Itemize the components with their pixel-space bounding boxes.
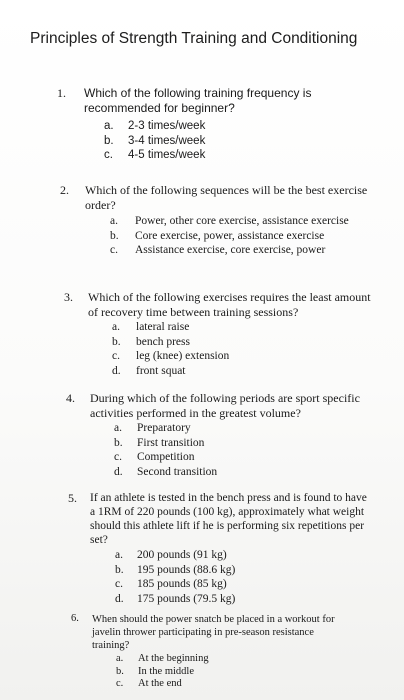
option-text: In the middle <box>138 665 194 677</box>
option-letter: b. <box>110 229 119 242</box>
option-list <box>114 421 314 479</box>
option-d[interactable] <box>112 364 312 379</box>
option-c[interactable] <box>115 577 315 592</box>
page-title: Principles of Strength Training and Conditioning <box>30 30 358 47</box>
option-b[interactable] <box>104 134 304 149</box>
option-letter: c. <box>110 244 118 256</box>
option-letter: b. <box>104 134 114 147</box>
option-list <box>110 214 370 258</box>
question-text: Which of the following training frequency is recommended for beginner? <box>84 86 312 115</box>
option-letter: b. <box>114 436 123 449</box>
option-list <box>112 320 312 378</box>
option-b[interactable] <box>114 436 314 451</box>
option-c[interactable] <box>112 349 312 364</box>
question-text: During which of the following periods are sport specific activities performed in the greatest volume? <box>90 391 360 420</box>
question-3 <box>64 290 374 380</box>
option-letter: b. <box>112 335 121 348</box>
option-b[interactable] <box>116 666 296 679</box>
option-letter: c. <box>104 149 113 161</box>
option-text: front squat <box>136 364 186 377</box>
question-number: 1. <box>57 86 66 100</box>
question-5 <box>68 491 368 603</box>
option-a[interactable] <box>115 548 315 563</box>
option-a[interactable] <box>112 320 312 335</box>
option-text: 2-3 times/week <box>128 120 206 132</box>
option-text: First transition <box>137 436 205 449</box>
option-d[interactable] <box>114 465 314 480</box>
option-letter: b. <box>115 563 124 576</box>
option-c[interactable] <box>116 678 296 691</box>
question-text: Which of the following exercises requires the least amount of recovery time between training sessions? <box>88 290 371 319</box>
question-number: 4. <box>66 391 75 405</box>
option-c[interactable] <box>114 450 314 465</box>
option-text: 175 pounds (79.5 kg) <box>137 592 236 605</box>
option-c[interactable] <box>104 148 304 163</box>
option-text: Second transition <box>137 465 218 478</box>
option-letter: c. <box>116 678 124 689</box>
option-text: 200 pounds (91 kg) <box>137 549 227 561</box>
option-a[interactable] <box>104 119 304 134</box>
option-letter: c. <box>115 578 123 590</box>
option-letter: d. <box>115 592 124 605</box>
option-text: 4-5 times/week <box>128 149 206 161</box>
option-a[interactable] <box>114 421 314 436</box>
option-a[interactable] <box>116 653 296 666</box>
question-number: 2. <box>60 183 69 197</box>
option-text: Power, other core exercise, assistance exercise <box>135 215 349 227</box>
question-text: If an athlete is tested in the bench press and is found to have a 1RM of 220 pounds (100 kg), approximately what weight should this athlete lift if he is performing six repetitions per set? <box>90 492 367 546</box>
option-letter: a. <box>115 549 123 561</box>
option-text: 3-4 times/week <box>128 134 206 147</box>
option-letter: a. <box>116 653 124 664</box>
option-list <box>115 548 315 606</box>
option-a[interactable] <box>110 214 370 229</box>
option-letter: a. <box>112 321 120 333</box>
option-letter: a. <box>104 120 114 132</box>
option-text: leg (knee) extension <box>136 350 230 362</box>
option-list <box>104 119 304 163</box>
option-letter: c. <box>114 451 122 463</box>
option-text: lateral raise <box>136 321 190 333</box>
option-list <box>116 653 296 691</box>
option-text: bench press <box>136 335 190 348</box>
question-number: 5. <box>68 491 77 505</box>
option-d[interactable] <box>115 592 315 607</box>
option-letter: b. <box>116 665 124 677</box>
question-text: When should the power snatch be placed in a workout for javelin thrower participating in pre-season resistance training? <box>92 614 335 651</box>
question-number: 6. <box>71 613 79 624</box>
question-text: Which of the following sequences will be the best exercise order? <box>85 183 368 212</box>
option-b[interactable] <box>115 563 315 578</box>
question-4 <box>66 391 371 481</box>
option-b[interactable] <box>112 335 312 350</box>
option-letter: c. <box>112 350 120 362</box>
option-letter: d. <box>112 364 121 377</box>
option-text: Assistance exercise, core exercise, power <box>135 244 326 256</box>
question-2 <box>60 183 370 275</box>
option-text: 185 pounds (85 kg) <box>137 578 227 590</box>
option-b[interactable] <box>110 229 370 244</box>
option-letter: a. <box>114 422 122 434</box>
option-text: Core exercise, power, assistance exercise <box>135 229 325 242</box>
option-letter: a. <box>110 215 118 227</box>
option-text: 195 pounds (88.6 kg) <box>137 563 236 576</box>
question-6 <box>71 613 341 693</box>
option-text: Preparatory <box>137 422 191 434</box>
question-number: 3. <box>64 290 73 304</box>
option-text: At the beginning <box>138 653 209 664</box>
option-c[interactable] <box>110 243 370 258</box>
option-letter: d. <box>114 465 123 478</box>
option-text: Competition <box>137 451 195 463</box>
question-1 <box>57 86 357 166</box>
option-text: At the end <box>138 678 182 689</box>
